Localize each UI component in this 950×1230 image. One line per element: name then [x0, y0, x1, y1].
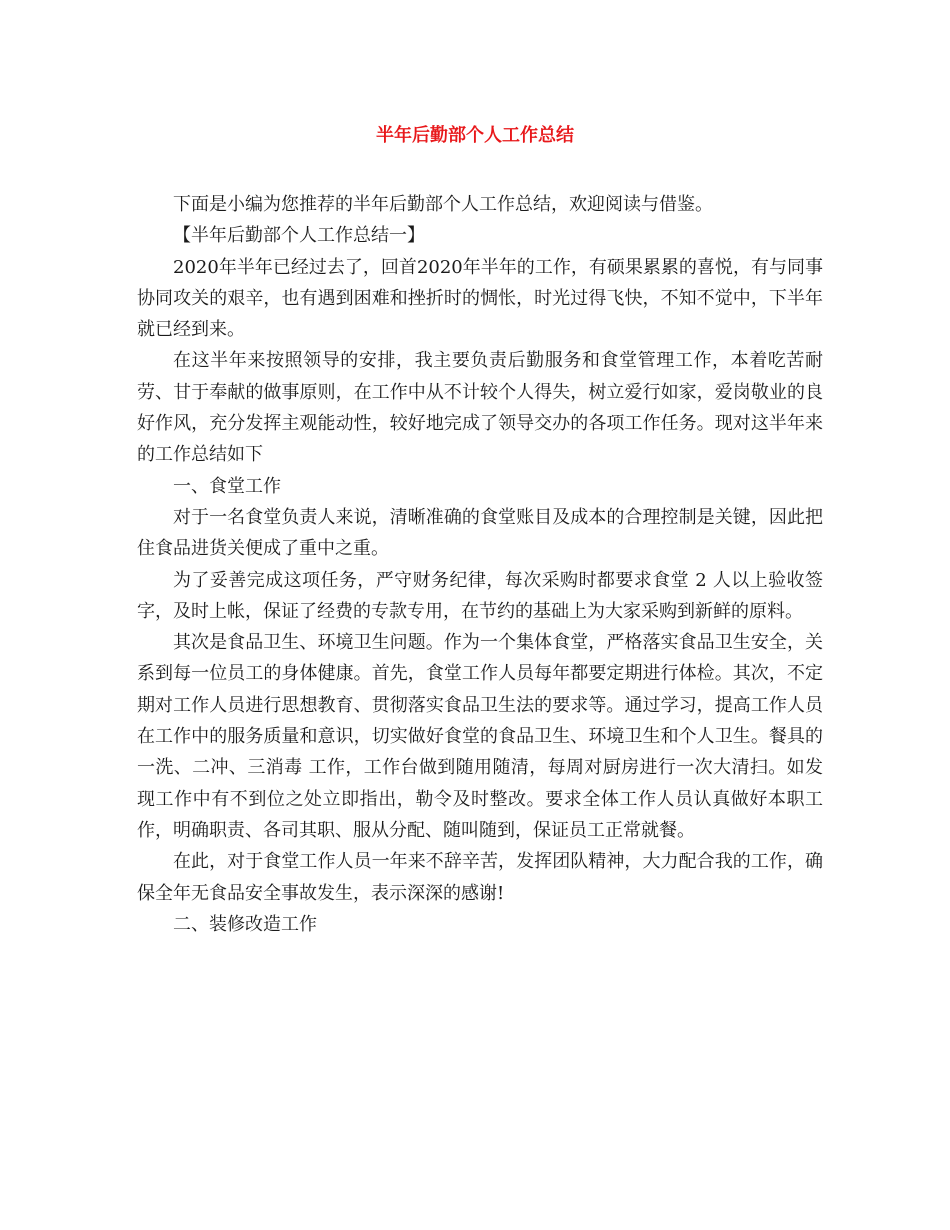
section-heading-canteen: 一、食堂工作	[173, 475, 281, 497]
paragraph-review: 2020年半年已经过去了，回首2020年半年的工作，有硕果累累的喜悦，有与同事协同攻关的艰辛，也有遇到困难和挫折时的惆怅，时光过得飞快，不知不觉中，下半年就已经到来。	[137, 256, 823, 341]
paragraph-thanks: 在此，对于食堂工作人员一年来不辞辛苦，发挥团队精神，大力配合我的工作，确保全年无食品安全事故发生，表示深深的感谢!	[137, 851, 823, 904]
section-heading-summary-one: 【半年后勤部个人工作总结一】	[173, 225, 425, 247]
paragraph-procurement: 为了妥善完成这项任务，严守财务纪律，每次采购时都要求食堂 2 人以上验收签字，及时上帐，保证了经费的专款专用，在节约的基础上为大家采购到新鲜的原料。	[137, 569, 823, 622]
document-body	[137, 189, 823, 940]
paragraph-hygiene: 其次是食品卫生、环境卫生问题。作为一个集体食堂，严格落实食品卫生安全，关系到每一位员工的身体健康。首先，食堂工作人员每年都要定期进行体检。其次，不定期对工作人员进行思想教育、贯彻落实食品卫生法的要求等。通过学习，提高工作人员在工作中的服务质量和意识，切实做好食堂的食品卫生、环境卫生和个人卫生。餐具的 一洗、二冲、三消毒 工作，工作台做到随用随清，每周对厨房进行一次大清扫。如发现工作中有不到位之处立即指出，勒令及时整改。要求全体工作人员认真做好本职工作，明确职责、各司其职、服从分配、随叫随到，保证员工正常就餐。	[137, 632, 823, 841]
paragraph-responsibilities: 在这半年来按照领导的安排，我主要负责后勤服务和食堂管理工作，本着吃苦耐劳、甘于奉献的做事原则，在工作中从不计较个人得失，树立爱行如家，爱岗敬业的良好作风，充分发挥主观能动性，较好地完成了领导交办的各项工作任务。现对这半年来的工作总结如下	[137, 350, 823, 466]
paragraph-intro: 下面是小编为您推荐的半年后勤部个人工作总结，欢迎阅读与借鉴。	[173, 194, 713, 215]
paragraph-canteen-accounts: 对于一名食堂负责人来说，清晰准确的食堂账目及成本的合理控制是关键，因此把住食品进货关便成了重中之重。	[137, 506, 823, 560]
document-title: 半年后勤部个人工作总结	[376, 125, 574, 146]
section-heading-renovation: 二、装修改造工作	[173, 913, 317, 935]
